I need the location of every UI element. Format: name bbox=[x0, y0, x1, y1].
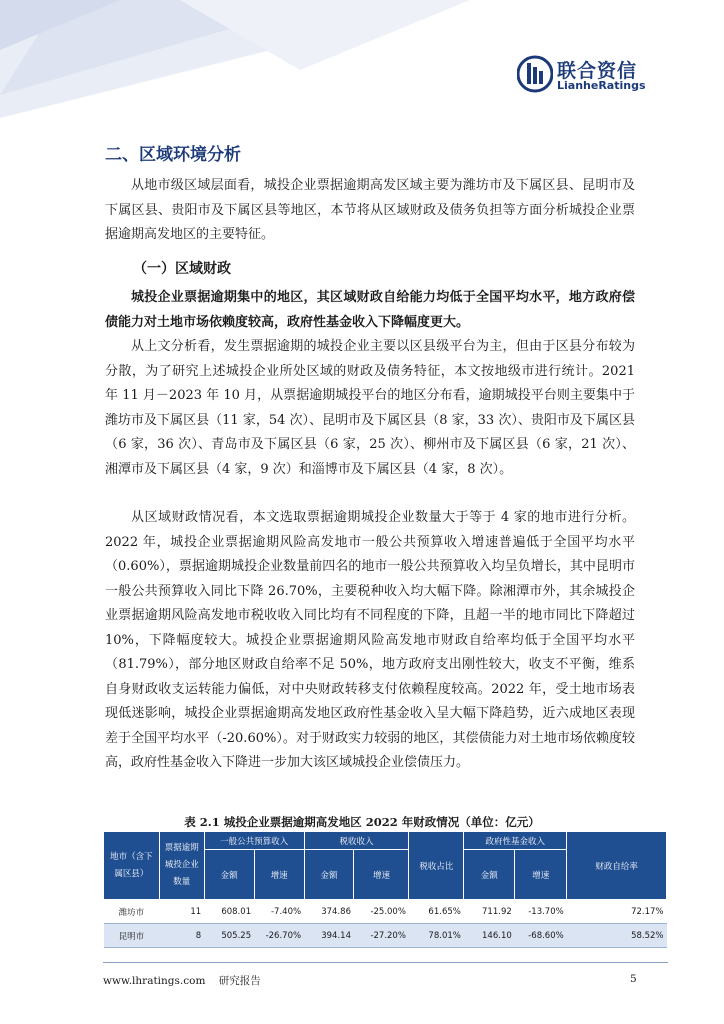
cell-gb-amount: 608.01 bbox=[204, 900, 254, 924]
table-row bbox=[104, 900, 667, 924]
table-caption: 表 2.1 城投企业票据逾期高发地区 2022 年财政情况（单位：亿元） bbox=[184, 815, 540, 829]
page-number: 5 bbox=[630, 973, 637, 985]
cell-self-sufficiency: 72.17% bbox=[567, 900, 667, 924]
header-count: 票据逾期城投企业数量 bbox=[159, 832, 204, 900]
footer-label: 研究报告 bbox=[218, 975, 261, 987]
header-fund-amount: 金额 bbox=[464, 850, 515, 900]
header-gb-growth: 增速 bbox=[254, 850, 304, 900]
subsection-title: （一）区域财政 bbox=[133, 261, 231, 277]
section-title: 二、区域环境分析 bbox=[105, 145, 241, 165]
cell-fund-amount: 146.10 bbox=[464, 924, 515, 948]
cell-tax-ratio: 78.01% bbox=[409, 924, 464, 948]
header-general-budget: 一般公共预算收入 bbox=[204, 832, 304, 850]
footer-site-link[interactable]: www.lhratings.com bbox=[103, 975, 206, 987]
header-fund-growth: 增速 bbox=[515, 850, 567, 900]
header-tax-growth: 增速 bbox=[354, 850, 409, 900]
cell-fund-growth: -13.70% bbox=[515, 900, 567, 924]
cell-tax-ratio: 61.65% bbox=[409, 900, 464, 924]
header-tax-amount: 金额 bbox=[304, 850, 354, 900]
logo-english-name: LianheRatings bbox=[557, 79, 646, 92]
region-distribution-paragraph: 从上文分析看，发生票据逾期的城投企业主要以区县级平台为主，但由于区县分布较为分散，为了研究上述城投企业所处区域的财政及债务特征，本文按地级市进行统计。2021 年 11 月－2023 年 10 月，从票据逾期城投平台的地区分布看，逾期城投平台则主要集中于潍坊市及下属区县（11 家，54 次）、昆明市及下属区县（8 家，33 次）、贵阳市及下属区县（6 家，36 次）、青岛市及下属区县（6 家，25 次）、柳州市及下属区县（6 家，21 次）、湘潭市及下属区县（4 家，9 次）和淄博市及下属区县（4 家，8 次）。 bbox=[105, 339, 635, 477]
cell-tax-growth: -27.20% bbox=[354, 924, 409, 948]
cell-tax-growth: -25.00% bbox=[354, 900, 409, 924]
header-tax-ratio: 税收占比 bbox=[409, 832, 464, 900]
cell-fund-growth: -68.60% bbox=[515, 924, 567, 948]
cell-region: 潍坊市 bbox=[104, 900, 160, 924]
cell-count: 11 bbox=[159, 900, 204, 924]
cell-tax-amount: 394.14 bbox=[304, 924, 354, 948]
cell-gb-growth: -26.70% bbox=[254, 924, 304, 948]
table-row bbox=[104, 924, 667, 948]
cell-tax-amount: 374.86 bbox=[304, 900, 354, 924]
cell-region: 昆明市 bbox=[104, 924, 160, 948]
intro-paragraph: 从地市级区域层面看，城投企业票据逾期高发区域主要为潍坊市及下属区县、昆明市及下属区县、贵阳市及下属区县等地区，本节将从区域财政及债务负担等方面分析城投企业票据逾期高发地区的主要特征。 bbox=[105, 178, 635, 242]
header-gb-amount: 金额 bbox=[204, 850, 254, 900]
footer-left bbox=[103, 973, 261, 988]
cell-self-sufficiency: 58.52% bbox=[567, 924, 667, 948]
cell-count: 8 bbox=[159, 924, 204, 948]
header-region: 地市（含下属区县） bbox=[104, 832, 160, 900]
cell-gb-amount: 505.25 bbox=[204, 924, 254, 948]
lianhe-logo-icon bbox=[517, 55, 553, 93]
header-fund: 政府性基金收入 bbox=[464, 832, 567, 850]
brand-logo bbox=[517, 55, 667, 95]
logo-chinese-name: 联合资信 bbox=[557, 60, 638, 82]
fiscal-table bbox=[103, 831, 667, 948]
fiscal-analysis-paragraph: 从区域财政情况看，本文选取票据逾期城投企业数量大于等于 4 家的地市进行分析。2022 年，城投企业票据逾期风险高发地市一般公共预算收入增速普遍低于全国平均水平（0.60%），票据逾期城投企业数量前四名的地市一般公共预算收入均呈负增长，其中昆明市一般公共预算收入同比下降 26.70%，主要税种收入均大幅下降。除湘潭市外，其余城投企业票据逾期风险高发地市税收收入同比均有不同程度的下降，且超一半的地市同比下降超过 10%，下降幅度较大。城投企业票据逾期风险高发地市财政自给率均低于全国平均水平（81.79%），部分地区财政自给率不足 50%，地方政府支出刚性较大，收支不平衡，维系自身财政收支运转能力偏低，对中央财政转移支付依赖程度较高。2022 年，受土地市场表现低迷影响，城投企业票据逾期高发地区政府性基金收入呈大幅下降趋势，近六成地区表现差于全国平均水平（-20.60%）。对于财政实力较弱的地区，其偿债能力对土地市场依赖度较高，政府性基金收入下降进一步加大该区域城投企业偿债压力。 bbox=[105, 510, 635, 770]
header-self-sufficiency: 财政自给率 bbox=[567, 832, 667, 900]
cell-fund-amount: 711.92 bbox=[464, 900, 515, 924]
footer-divider bbox=[103, 962, 668, 963]
lead-bold-paragraph: 城投企业票据逾期集中的地区，其区域财政自给能力均低于全国平均水平，地方政府偿债能力对土地市场依赖度较高，政府性基金收入下降幅度更大。 bbox=[105, 290, 635, 330]
header-tax: 税收收入 bbox=[304, 832, 409, 850]
cell-gb-growth: -7.40% bbox=[254, 900, 304, 924]
